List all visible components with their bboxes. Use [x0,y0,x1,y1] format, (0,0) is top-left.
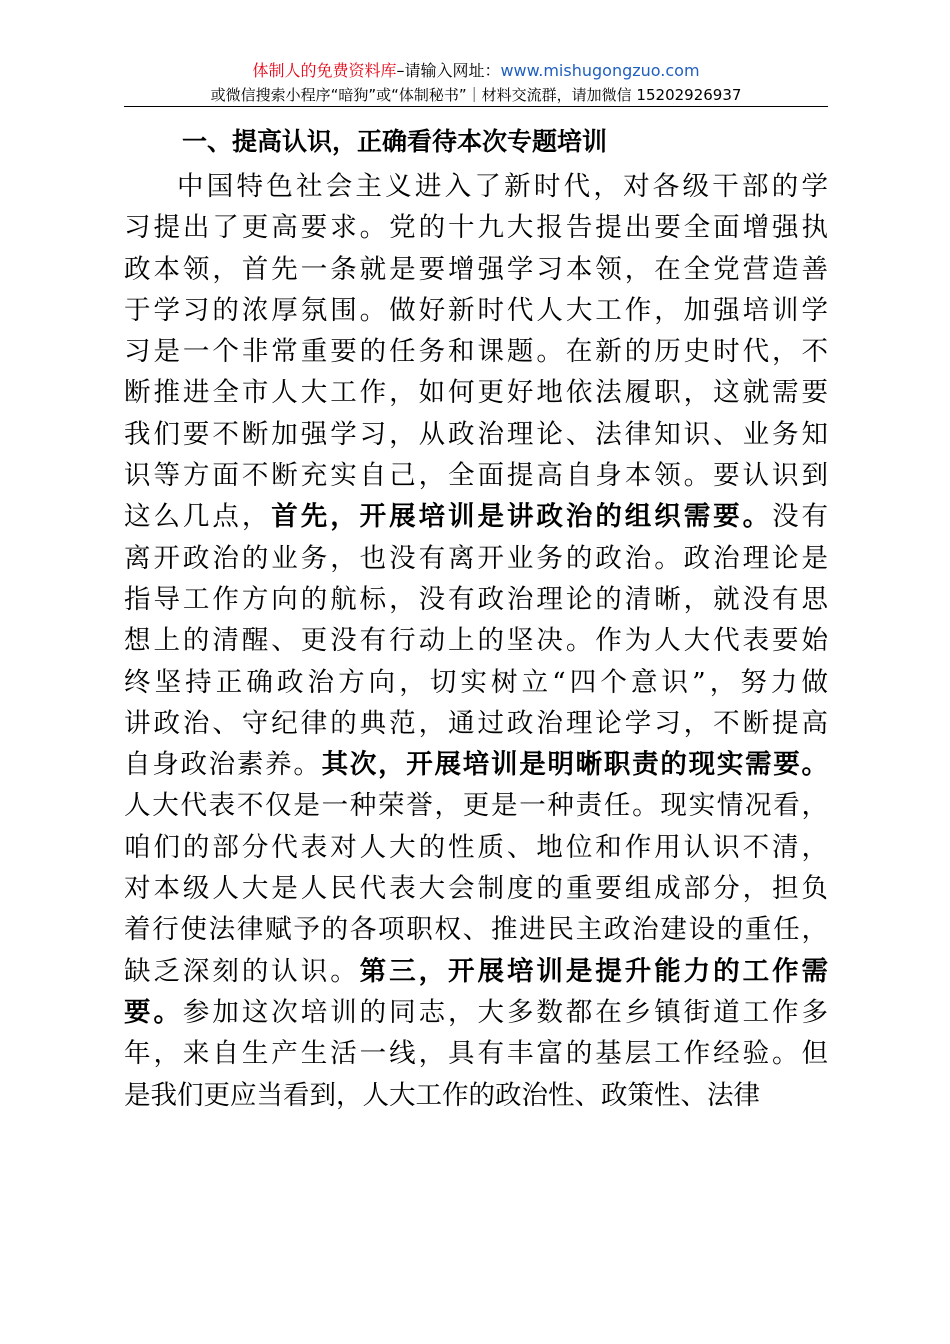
bold-key-point: 第三，开展培训是提升能力的工作需 [359,955,829,987]
paragraph-line: 对本级人大是人民代表大会制度的重要组成部分，担负 [124,873,828,905]
paragraph-line: 终坚持正确政治方向，切实树立“四个意识”，努力做 [124,666,828,698]
paragraph-line: 政本领，首先一条就是要增强学习本领，在全党营造善 [124,253,828,285]
page-header [124,60,828,106]
paragraph-line: 是我们更应当看到，人大工作的政治性、政策性、法律 [124,1079,760,1111]
paragraph-line: 中国特色社会主义进入了新时代，对各级干部的学 [177,171,828,202]
bold-key-point: 要。 [124,996,183,1028]
paragraph-line [124,992,828,1033]
paragraph-line: 讲政治、守纪律的典范，通过政治理论学习，不断提高 [124,707,828,739]
line-segment: 参加这次培训的同志，大多数都在乡镇街道工作多 [182,996,829,1028]
paragraph-line: 我们要不断加强学习，从政治理论、法律知识、业务知 [124,418,828,450]
paragraph-line [124,496,828,537]
header-brand: 体制人的免费资料库 [252,61,397,80]
header-line-2: 或微信搜索小程序“暗狗”或“体制秘书”｜材料交流群，请加微信 15202926937 [210,86,742,104]
paragraph-line [124,951,828,992]
paragraph-line: 断推进全市人大工作，如何更好地依法履职，这就需要 [124,377,828,409]
paragraph-line: 咱们的部分代表对人大的性质、地位和作用认识不清， [124,831,828,863]
header-line-1 [124,60,828,82]
header-divider [124,106,828,107]
line-segment: 自身政治素养。 [124,749,322,781]
paragraph-line: 识等方面不断充实自己，全面提高自身本领。要认识到 [124,460,828,492]
body-text [124,166,828,1116]
header-url-link[interactable]: www.mishugongzuo.com [500,61,700,80]
paragraph-line: 离开政治的业务，也没有离开业务的政治。政治理论是 [124,542,828,574]
line-segment: 这么几点， [124,501,272,533]
paragraph-line: 指导工作方向的航标，没有政治理论的清晰，就没有思 [124,583,828,615]
paragraph-line: 习提出了更高要求。党的十九大报告提出要全面增强执 [124,212,828,244]
paragraph-line: 人大代表不仅是一种荣誉，更是一种责任。现实情况看， [124,790,828,822]
paragraph-line: 于学习的浓厚氛围。做好新时代人大工作，加强培训学 [124,294,828,326]
paragraph-line [124,744,828,785]
bold-key-point: 首先，开展培训是讲政治的组织需要。 [271,501,773,533]
paragraph-line: 着行使法律赋予的各项职权、推进民主政治建设的重任， [124,914,828,946]
paragraph-line: 年，来自生产生活一线，具有丰富的基层工作经验。但 [124,1038,828,1070]
paragraph-line: 想上的清醒、更没有行动上的坚决。作为人大代表要始 [124,625,828,657]
header-prompt: –请输入网址： [396,61,501,80]
paragraph-line: 习是一个非常重要的任务和课题。在新的历史时代，不 [124,336,828,368]
line-segment: 没有 [772,501,829,533]
section-heading: 一、提高认识，正确看待本次专题培训 [182,127,608,156]
bold-key-point: 其次，开展培训是明晰职责的现实需要。 [321,749,829,781]
line-segment: 缺乏深刻的认识。 [124,955,360,987]
